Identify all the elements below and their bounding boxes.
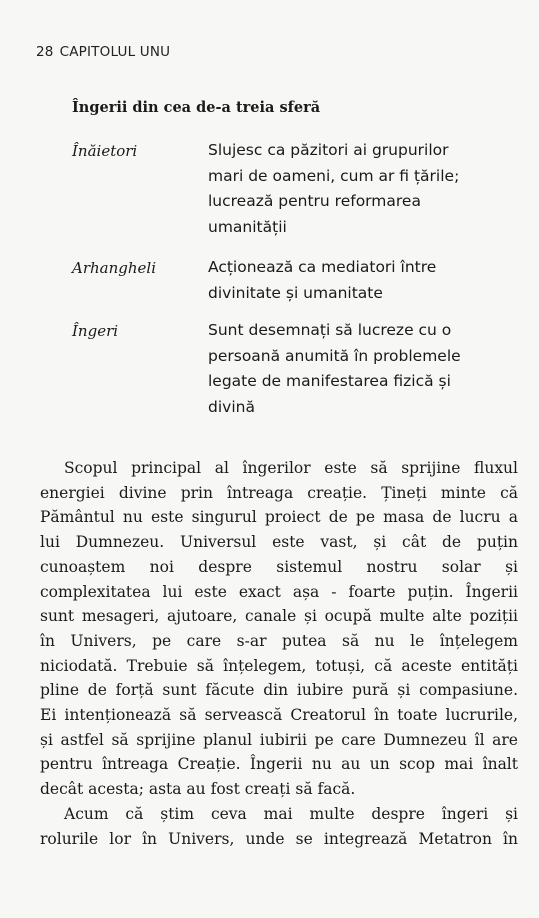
- paragraph-line: Acum că știm ceva mai multe despre îngeri și: [64, 804, 518, 823]
- description-line: Sunt desemnați să lucreze cu o: [208, 321, 452, 339]
- description-line: mari de oameni, cum ar fi țările;: [208, 166, 460, 185]
- description-line: umanității: [208, 217, 287, 236]
- description-line: Slujesc ca păzitori ai grupurilor: [208, 141, 449, 159]
- description-line: legate de manifestarea fizică și: [208, 372, 451, 390]
- paragraph-line: și astfel să sprijine planul iubirii pe care Dumnezeu îl are: [40, 730, 518, 749]
- paragraph-line: pentru întreaga Creație. Îngerii nu au un scop mai înalt: [40, 755, 518, 774]
- section-heading: Îngerii din cea de-a treia sferă: [72, 99, 321, 116]
- term-inaietori: Înăietori: [72, 142, 138, 160]
- paragraph-line: rolurile lor în Univers, unde se integrează Metatron în: [40, 829, 518, 848]
- description-line: divină: [208, 397, 255, 416]
- description-ingeri: [208, 318, 508, 420]
- paragraph-line: decât acesta; asta au fost creați să facă.: [40, 780, 356, 799]
- description-line: Acționează ca mediatori între: [208, 258, 437, 276]
- page-number: 28: [36, 44, 54, 60]
- paragraph-line: Scopul principal al îngerilor este să sprijine fluxul: [64, 459, 518, 477]
- paragraph-line: în Univers, pe care s-ar putea să nu le înțelegem: [40, 631, 518, 650]
- description-line: divinitate și umanitate: [208, 283, 383, 302]
- paragraph-line: Ei intenționează să servească Creatorul în toate lucrurile,: [40, 706, 518, 725]
- term-arhangheli: Arhangheli: [72, 259, 157, 277]
- body-paragraphs: [40, 456, 518, 851]
- description-line: persoană anumită în problemele: [208, 346, 461, 365]
- paragraph-line: sunt mesageri, ajutoare, canale și ocupă multe alte poziții: [40, 607, 518, 626]
- paragraph-line: energiei divine prin întreaga creație. Țineți minte că: [40, 483, 518, 502]
- paragraph-line: niciodată. Trebuie să înțelegem, totuși, că aceste entități: [40, 656, 518, 675]
- paragraph-line: lui Dumnezeu. Universul este vast, și cât de puțin: [40, 533, 518, 552]
- chapter-title: CAPITOLUL UNU: [59, 44, 171, 60]
- description-inaietori: [208, 138, 508, 240]
- running-head: [36, 44, 170, 60]
- paragraph-line: cunoaștem noi despre sistemul nostru solar și: [40, 557, 518, 576]
- description-arhangheli: [208, 255, 508, 306]
- description-line: lucrează pentru reformarea: [208, 192, 421, 210]
- paragraph-line: pline de forță sunt făcute din iubire pură și compasiune.: [40, 681, 518, 700]
- term-ingeri: Îngeri: [72, 322, 119, 340]
- paragraph-line: Pământul nu este singurul proiect de pe masa de lucru a: [40, 508, 518, 527]
- paragraph-line: complexitatea lui este exact așa - foarte puțin. Îngerii: [40, 582, 518, 601]
